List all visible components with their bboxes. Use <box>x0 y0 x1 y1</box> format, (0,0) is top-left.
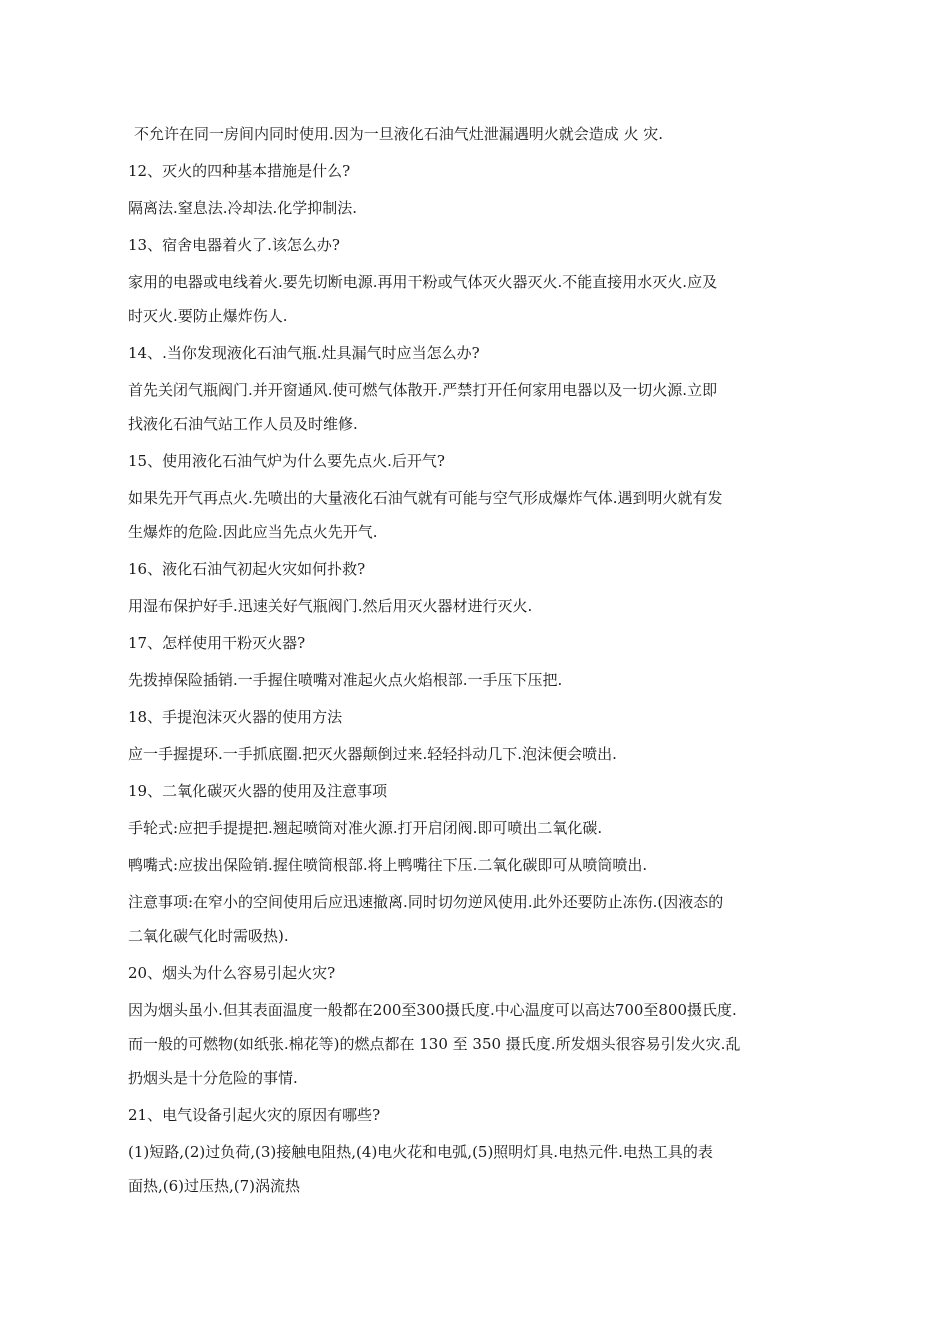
answer-line: (1)短路,(2)过负荷,(3)接触电阻热,(4)电火花和电弧,(5)照明灯具.电热元件.电热工具的表 <box>128 1143 713 1161</box>
answer-line: 首先关闭气瓶阀门.并开窗通风.使可燃气体散开.严禁打开任何家用电器以及一切火源.立即 <box>128 381 718 399</box>
answer-line: 用湿布保护好手.迅速关好气瓶阀门.然后用灭火器材进行灭火. <box>128 597 533 615</box>
question-heading: 18、手提泡沫灭火器的使用方法 <box>128 708 343 726</box>
answer-line: 隔离法.窒息法.冷却法.化学抑制法. <box>128 199 358 217</box>
answer-line: 家用的电器或电线着火.要先切断电源.再用干粉或气体灭火器灭火.不能直接用水灭火.应及 <box>128 273 718 291</box>
document-page <box>128 124 818 1196</box>
answer-line: 生爆炸的危险.因此应当先点火先开气. <box>128 523 378 541</box>
answer-line: 找液化石油气站工作人员及时维修. <box>128 415 358 433</box>
answer-line: 二氧化碳气化时需吸热). <box>128 927 289 945</box>
answer-line: 扔烟头是十分危险的事情. <box>128 1069 298 1087</box>
question-heading: 17、怎样使用干粉灭火器? <box>128 634 306 652</box>
question-heading: 19、二氧化碳灭火器的使用及注意事项 <box>128 782 388 800</box>
answer-line: 应一手握提环.一手抓底圈.把灭火器颠倒过来.轻轻抖动几下.泡沫便会喷出. <box>128 745 617 763</box>
answer-line: 时灭火.要防止爆炸伤人. <box>128 307 288 325</box>
answer-line: 手轮式:应把手提提把.翘起喷筒对准火源.打开启闭阀.即可喷出二氧化碳. <box>128 819 603 837</box>
question-heading: 16、液化石油气初起火灾如何扑救? <box>128 560 366 578</box>
answer-line: 如果先开气再点火.先喷出的大量液化石油气就有可能与空气形成爆炸气体.遇到明火就有发 <box>128 489 723 507</box>
answer-line: 鸭嘴式:应拔出保险销.握住喷筒根部.将上鸭嘴往下压.二氧化碳即可从喷筒喷出. <box>128 856 648 874</box>
question-heading: 20、烟头为什么容易引起火灾? <box>128 964 336 982</box>
answer-line: 先拨掉保险插销.一手握住喷嘴对准起火点火焰根部.一手压下压把. <box>128 671 563 689</box>
answer-line: 因为烟头虽小.但其表面温度一般都在200至300摄氏度.中心温度可以高达700至800摄氏度. <box>128 1001 737 1019</box>
question-heading: 15、使用液化石油气炉为什么要先点火.后开气? <box>128 452 445 470</box>
answer-line: 注意事项:在窄小的空间使用后应迅速撤离.同时切勿逆风使用.此外还要防止冻伤.(因液态的 <box>128 893 724 911</box>
question-heading: 21、电气设备引起火灾的原因有哪些? <box>128 1106 381 1124</box>
question-heading: 13、宿舍电器着火了.该怎么办? <box>128 236 340 254</box>
question-heading: 14、.当你发现液化石油气瓶.灶具漏气时应当怎么办? <box>128 344 480 362</box>
answer-line: 而一般的可燃物(如纸张.棉花等)的燃点都在 130 至 350 摄氏度.所发烟头很容易引发火灾.乱 <box>128 1035 741 1053</box>
answer-line: 面热,(6)过压热,(7)涡流热 <box>128 1177 301 1195</box>
text-line: 不允许在同一房间内同时使用.因为一旦液化石油气灶泄漏遇明火就会造成 火 灾. <box>134 125 664 143</box>
question-heading: 12、灭火的四种基本措施是什么? <box>128 162 351 180</box>
